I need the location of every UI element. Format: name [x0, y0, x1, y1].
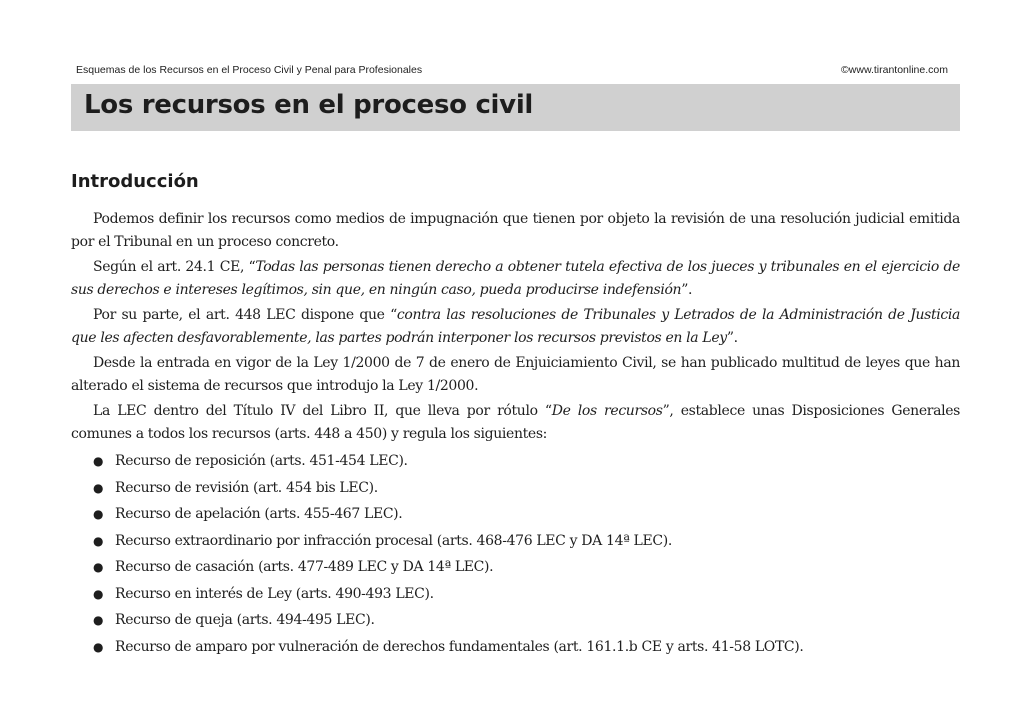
- list-item-text: Recurso de casación (arts. 477-489 LEC y DA 14ª LEC).: [115, 559, 494, 575]
- paragraph-3-lead: Por su parte, el art. 448 LEC dispone que “: [93, 307, 397, 323]
- paragraph-3-quote: contra las resoluciones de Tribunales y Letrados de la Administración de Justicia que les afecten desfavorablemente, las partes podrán interponer los recursos previstos en la Ley: [71, 307, 960, 346]
- list-item: [93, 634, 960, 661]
- chapter-title: Los recursos en el proceso civil: [84, 90, 534, 120]
- paragraph-5-lead: La LEC dentro del Título IV del Libro II, que lleva por rótulo “: [93, 403, 552, 419]
- list-item: [93, 528, 960, 555]
- bullet-icon: ●: [93, 480, 104, 495]
- bullet-icon: ●: [93, 639, 104, 654]
- paragraph-5-quote: De los recursos: [551, 403, 663, 419]
- list-item-text: Recurso de reposición (arts. 451-454 LEC).: [115, 453, 408, 469]
- paragraph-3: [71, 304, 960, 350]
- bullet-icon: ●: [93, 507, 104, 521]
- paragraph-2-tail: ”.: [681, 282, 693, 298]
- bullet-icon: ●: [93, 613, 104, 627]
- list-item-text: Recurso de revisión (art. 454 bis LEC).: [115, 479, 378, 496]
- list-item: [93, 475, 960, 502]
- list-item: [93, 554, 960, 581]
- paragraph-1: Podemos definir los recursos como medios de impugnación que tienen por objeto la revisión de una resolución judicial emitida por el Tribunal en un proceso concreto.: [71, 211, 960, 250]
- list-item-text: Recurso de apelación (arts. 455-467 LEC).: [115, 506, 403, 522]
- paragraph-3-tail: ”.: [726, 330, 738, 346]
- section-heading: Introducción: [71, 171, 199, 192]
- paragraph-5: [71, 400, 960, 446]
- list-item: [93, 607, 960, 634]
- list-item: [93, 501, 960, 528]
- recursos-list: [71, 448, 960, 660]
- paragraph-2: [71, 256, 960, 302]
- list-item-text: Recurso de amparo por vulneración de derechos fundamentales (art. 161.1.b CE y arts. 41-58 LOTC).: [115, 638, 804, 655]
- paragraph-5-tail: ”, establece unas Disposiciones Generales comunes a todos los recursos (arts. 448 a 450) y regula los siguientes:: [71, 403, 960, 442]
- header-book-title: Esquemas de los Recursos en el Proceso Civil y Penal para Profesionales: [76, 64, 423, 76]
- bullet-icon: ●: [93, 586, 104, 601]
- running-header: [76, 64, 948, 78]
- paragraph-2-lead: Según el art. 24.1 CE, “: [93, 259, 256, 275]
- list-item-text: Recurso extraordinario por infracción procesal (arts. 468-476 LEC y DA 14ª LEC).: [115, 532, 672, 549]
- paragraph-2-quote: Todas las personas tienen derecho a obtener tutela efectiva de los jueces y tribunales en el ejercicio de sus derechos e intereses legítimos, sin que, en ningún caso, pueda producirse indefensión: [71, 259, 960, 298]
- paragraph-4: Desde la entrada en vigor de la Ley 1/2000 de 7 de enero de Enjuiciamiento Civil, se han publicado multitud de leyes que han alterado el sistema de recursos que introdujo la Ley 1/2000.: [71, 355, 960, 394]
- chapter-title-bar: [71, 84, 960, 131]
- bullet-icon: ●: [93, 560, 104, 574]
- list-item: [93, 448, 960, 475]
- bullet-icon: ●: [93, 454, 104, 468]
- header-copyright: ©www.tirantonline.com: [841, 64, 948, 76]
- bullet-icon: ●: [93, 533, 104, 548]
- list-item-text: Recurso en interés de Ley (arts. 490-493 LEC).: [115, 585, 434, 602]
- body-text: [71, 208, 960, 660]
- list-item: [93, 581, 960, 608]
- list-item-text: Recurso de queja (arts. 494-495 LEC).: [115, 612, 375, 628]
